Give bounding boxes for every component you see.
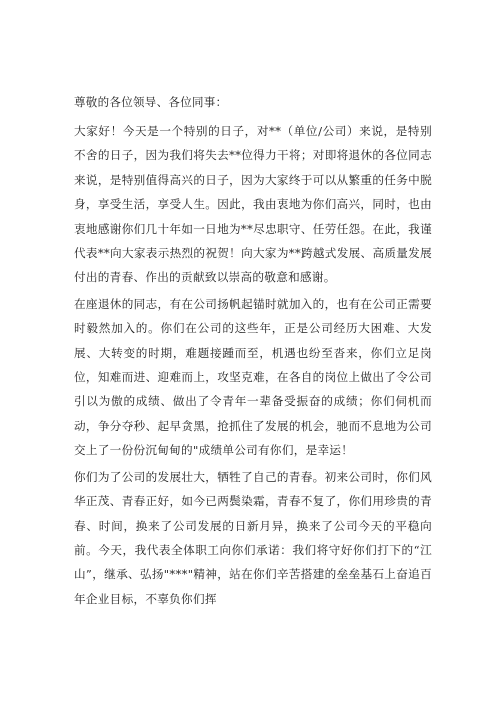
paragraph-greeting: 大家好！今天是一个特别的日子，对**（单位/公司）来说，是特别不舍的日子，因为我们将失去**位得力干将；对即将退休的各位同志来说，是特别值得高兴的日子，因为大家终于可以从繁重的任务中脱身，享受生活，享受人生。因此，我由衷地为你们高兴，同时，也由衷地感谢你们几十年如一日地为**尽忠职守、任劳任怨。在此，我谨代表**向大家表示热烈的祝贺！向大家为**跨越式发展、高质量发展付出的青春、作出的贡献致以崇高的敬意和感谢。	[74, 124, 432, 285]
paragraph-dedication: 你们为了公司的发展壮大，牺牲了自己的青春。初来公司时，你们风华正茂、青春正好，如今已两鬓染霜，青春不复了，你们用珍贵的青春、时间，换来了公司发展的日新月异，换来了公司今天的平稳向前。今天，我代表全体职工向你们承诺：我们将守好你们打下的“江山”，继承、弘扬"***"精神，站在你们辛苦搭建的垒垒基石上奋追百年企业目标，不辜负你们挥	[74, 469, 432, 606]
salutation: 尊敬的各位领导、各位同事：	[74, 95, 228, 109]
paragraph-history: 在座退休的同志，有在公司扬帆起锚时就加入的，也有在公司正需要时毅然加入的。你们在公司的这些年，正是公司经历大困难、大发展、大转变的时期，难题接踵而至，机遇也纷至沓来，你们立足岗位，知难而进、迎难而上，攻坚克难，在各自的岗位上做出了令公司引以为傲的成绩、做出了令青年一辈备受振奋的成绩；你们伺机而动，争分夺秒、起早贪黑，抢抓住了发展的机会，驰而不息地为公司交上了一份份沉甸甸的"成绩单公司有你们，是幸运！	[74, 296, 432, 458]
document-page	[74, 92, 432, 613]
